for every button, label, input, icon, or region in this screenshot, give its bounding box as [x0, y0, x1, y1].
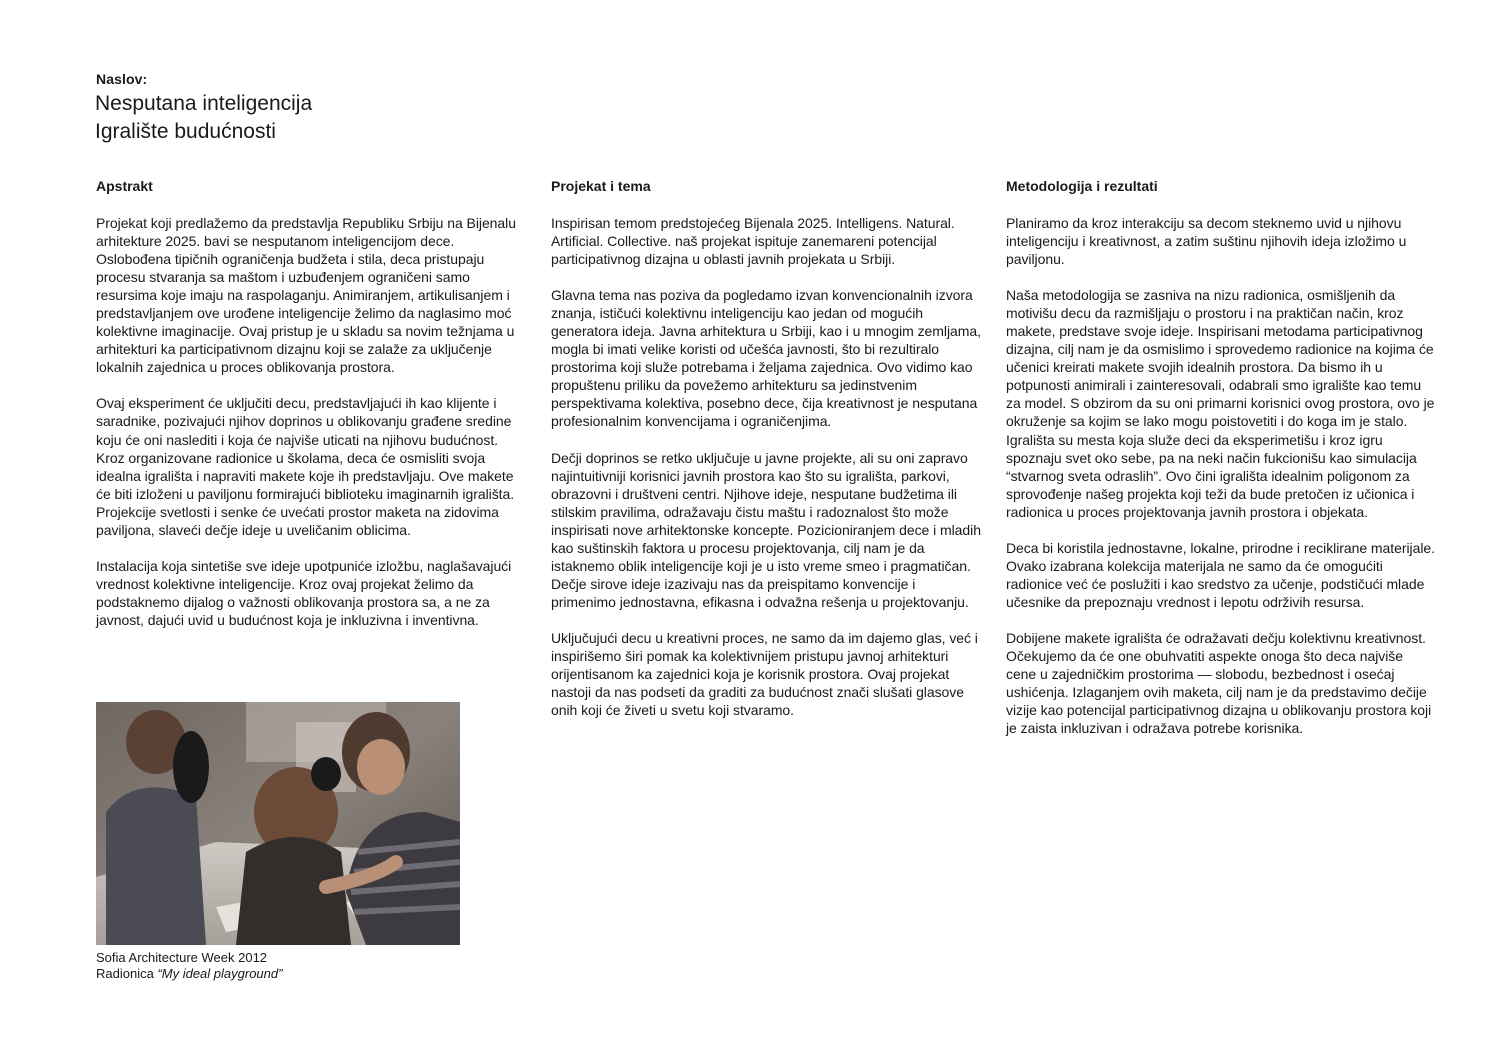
section-heading: Projekat i tema [551, 178, 651, 194]
caption-prefix: Radionica [96, 966, 158, 981]
paragraph: Ovaj eksperiment će uključiti decu, predstavljajući ih kao klijente i saradnike, pozivajući njihov doprinos u oblikovanju građene sredine koju će oni naslediti i koja će najviše uticati na njihovu budućnost. Kroz organizovane radionice u školama, deca će osmisliti svoja idealna igrališta i napraviti makete koje ih predstavljaju. Ove makete će biti izloženi u paviljonu formirajući biblioteku imaginarnih igrališta. Projekcije svetlosti i senke će uvećati prostor maketa na zidovima paviljona, slaveći dečje ideje u uveličanim oblicima. [96, 395, 515, 538]
paragraph: Inspirisan temom predstojećeg Bijenala 2025. Intelligens. Natural. Artificial. Collective. naš projekat ispituje zanemareni potencijal participativnog dizajna u oblasti javnih projekata u Srbiji. [551, 215, 955, 268]
paragraph: Planiramo da kroz interakciju sa decom steknemo uvid u njihovu inteligenciju i kreativnost, a zatim suštinu njihovih ideja izložimo u paviljonu. [1006, 215, 1407, 268]
paragraph: Glavna tema nas poziva da pogledamo izvan konvencionalnih izvora znanja, ističući kolektivnu inteligenciju kao jedan od mogućih generatora ideja. Javna arhitektura u Srbiji, kao i u mnogim zemljama, mogla bi imati velike koristi od učešća javnosti, što bi rezultiralo prostorima koji služe potrebama i željama zajednica. Ovo vidimo kao propuštenu priliku da povežemo arhitekturu sa jedinstvenim perspektivama kolektiva, posebno dece, čija kreativnost je nesputana profesionalnim konvencijama i ograničenjima. [551, 287, 981, 430]
title-line-1: Nesputana inteligencija [95, 92, 313, 115]
workshop-photo [96, 702, 460, 945]
paragraph: Instalacija koja sintetiše sve ideje upotpuniće izložbu, naglašavajući vrednost kolektivne inteligencije. Kroz ovaj projekat želimo da podstaknemo dijalog o važnosti oblikovanja prostora sa, a ne za javnost, dajući uvid u budućnost koja je inkluzivna i inventivna. [96, 557, 512, 628]
photo-caption [96, 950, 282, 982]
section-heading: Metodologija i rezultati [1006, 178, 1158, 194]
paragraph: Uključujući decu u kreativni proces, ne samo da im dajemo glas, već i inspirišemo širi pomak ka kolektivnijem pristupu javnoj arhitekturi orijentisanom ka zajednici koja je korisnik prostora. Ovaj projekat nastoji da nas podseti da graditi za budućnost znači slušati glasove onih koji će živeti u svetu koji stvaramo. [551, 629, 978, 719]
page-title [95, 90, 312, 146]
column-abstract [96, 176, 516, 647]
paragraph: Dečji doprinos se retko uključuje u javne projekte, ali su oni zapravo najintuitivniji korisnici javnih prostora kao što su igrališta, parkovi, obrazovni i društveni centri. Njihove ideje, nesputane budžetima ili stilskim pravilima, odražavaju čistu maštu i radoznalost što može inspirisati nove arhitektonske koncepte. Pozicioniranjem dece i mladih kao suštinskih faktora u procesu projektovanja, cilj nam je da istaknemo oblik inteligencije koji je u isto vreme smeo i pragmatičan. Dečje sirove ideje izazivaju nas da preispitamo konvencije i primenimo jednostavna, efikasna i odvažna rešenja u projektovanju. [551, 449, 981, 610]
caption-italic: “My ideal playground” [157, 966, 283, 981]
paragraph: Naša metodologija se zasniva na nizu radionica, osmišljenih da motivišu decu da razmišljaju o prostoru i na praktičan način, kroz makete, predstave svoje ideje. Inspirisani metodama participativnog dizajna, cilj nam je da osmislimo i sprovedemo radionice na kojima će učenici kreirati makete svojih idealnih prostora. Da bismo ih u potpunosti animirali i zainteresovali, odabrali smo igralište kao temu za model. S obzirom da su oni primarni korisnici ovog prostora, ovo je okruženje sa kojim se lako mogu poistovetiti i do koga im je stalo. Igrališta su mesta koja služe deci da eksperimetišu i kroz igru spoznaju svet oko sebe, pa na neki način fukcionišu kao simulacija “stvarnog sveta odraslih”. Ovo čini igrališta idealnim poligonom za sprovođenje našeg projekta koji teži da bude pretočen iz učionica i radionica u proces projektovanja javnih prostora i objekata. [1006, 287, 1435, 520]
caption-line-2 [96, 966, 282, 982]
paragraph: Dobijene makete igrališta će odražavati dečju kolektivnu kreativnost. Očekujemo da će one obuhvatiti aspekte onoga što deca najviše cene u zajedničkim prostorima — slobodu, bezbednost i osećaj ushićenja. Izlaganjem ovih maketa, cilj nam je da predstavimo dečije vizije kao potencijal participativnog dizajna u oblikovanju prostora koji je zaista inkluzivan i odražava potrebe korisnika. [1006, 629, 1432, 737]
title-line-2: Igralište budućnosti [95, 120, 276, 143]
column-project-theme [551, 176, 981, 737]
caption-line-1: Sofia Architecture Week 2012 [96, 950, 268, 965]
column-methodology [1006, 176, 1436, 755]
header-label: Naslov: [96, 71, 148, 87]
section-heading: Apstrakt [96, 178, 153, 194]
paragraph: Projekat koji predlažemo da predstavlja Republiku Srbiju na Bijenalu arhitekture 2025. bavi se nesputanom inteligencijom dece. Oslobođena tipičnih ograničenja budžeta i stila, deca pristupaju procesu stvaranja sa maštom i uzbuđenjem ograničeni samo resursima koje imaju na raspolaganju. Animiranjem, artikulisanjem i predstavljanjem ove urođene inteligencije želimo da naglasimo moć kolektivne imaginacije. Ovaj pristup je u skladu sa novim težnjama u arhitekturi ka participativnom dizajnu koji se zalaže za uključenje lokalnih zajednica u proces oblikovanja prostora. [96, 215, 516, 376]
paragraph: Deca bi koristila jednostavne, lokalne, prirodne i reciklirane materijale. Ovako izabrana kolekcija materijala ne samo da će omogućiti radionice već će poslužiti i kao sredstvo za učenje, podstičući mlade učesnike da prepoznaju vrednost i lepotu održivih resursa. [1006, 539, 1435, 610]
